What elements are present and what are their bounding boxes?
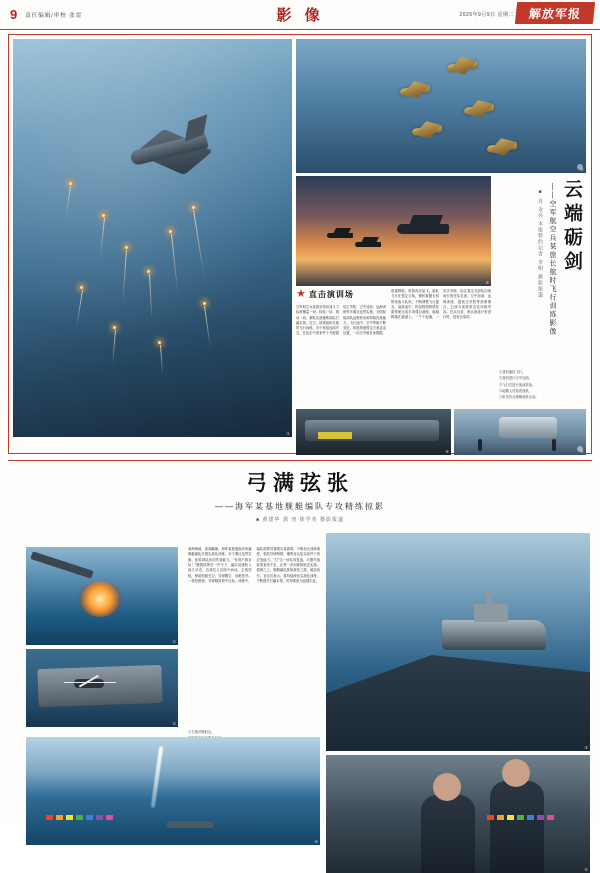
ship-bridge-photo xyxy=(326,533,590,751)
photo-credit-item: ④地勤人员检查战机。 xyxy=(499,388,532,393)
color-bar xyxy=(527,815,534,820)
color-bar xyxy=(106,815,113,820)
photo-credit-item: ⑤机务官兵保障战机出动。 xyxy=(499,395,539,399)
main-gun-firing-photo xyxy=(26,547,178,645)
helicopter-shape xyxy=(74,679,104,688)
masthead xyxy=(0,0,600,30)
star-icon: ★ xyxy=(296,288,306,300)
hangar-photo xyxy=(296,409,451,455)
ground-crew-photo xyxy=(454,409,586,455)
footer-color-bars xyxy=(0,815,600,820)
jet-flares-photo xyxy=(13,39,292,437)
bottom-story-headline-block xyxy=(8,461,592,523)
formation-photo xyxy=(296,39,586,173)
section-title: 影 像 xyxy=(276,6,324,24)
photo-caption: ③ xyxy=(485,280,489,285)
color-bar xyxy=(487,815,494,820)
bottom-story-title: 弓满弦张 xyxy=(246,470,354,495)
newspaper-logo: 解放军报 xyxy=(515,2,595,24)
sunset-refuel-photo xyxy=(296,176,491,286)
photo-credit-item: ①战机编队飞行。 xyxy=(499,370,526,374)
bottom-story-subtitle: ——海军某基地舰艇编队专攻精练掠影 xyxy=(215,502,385,511)
color-bar xyxy=(497,815,504,820)
color-bar xyxy=(507,815,514,820)
crew-operating-photo xyxy=(326,755,590,873)
kicker xyxy=(296,289,354,300)
bottom-story-section xyxy=(8,461,592,872)
photo-credit-item: ③飞行员进行战前准备。 xyxy=(499,382,536,387)
photo-caption: ② xyxy=(172,721,176,726)
kicker-label: 直击演训场 xyxy=(308,289,354,299)
photo-caption: ③ xyxy=(584,745,588,750)
color-bar xyxy=(517,815,524,820)
photo-caption: ① xyxy=(286,431,290,436)
color-bar xyxy=(547,815,554,820)
bottom-story-byline: ■ 黄建华 郭 尧 徐学英 摄影报道 xyxy=(256,517,344,523)
top-story-title: 云端砺剑 xyxy=(561,179,583,275)
top-story-photo-credits xyxy=(499,369,579,400)
publication-date: 2025年9月9日 星期二 xyxy=(459,12,514,18)
color-bar xyxy=(66,815,73,820)
missile-launch-photo xyxy=(26,737,320,845)
color-bar xyxy=(56,815,63,820)
warship-shape xyxy=(442,620,546,650)
gun-barrel-shape xyxy=(30,551,93,578)
color-bar xyxy=(76,815,83,820)
color-bar xyxy=(46,815,53,820)
photo-credit-item: ①主炮对海射击。 xyxy=(188,730,215,734)
photo-credit-item: ②战机进行空中加油。 xyxy=(499,376,532,381)
muzzle-blast-shape xyxy=(78,581,122,617)
photo-caption: ④ xyxy=(445,449,449,454)
editor-credit: 责任编辑/审校 张雷 xyxy=(25,12,83,19)
photo-caption: ② xyxy=(580,167,584,172)
top-story-body-left: 空军航空兵某旅坚持用战斗力标准衡量一切、检验一切、推动一切，紧贴实战锤炼部队打赢本领。近日，该旅组织长航时飞行训练，多个机组连续升空，在复杂气象条件下开展超低空突防、空中加油、远海训练等多课目连贯实施，全面检验部队远程机动和持续作战能力。飞行途中，空中等级不断变化，机组按照预定方案灵活处置，一次次突破自身极限。 xyxy=(296,305,386,336)
helicopter-deck-photo xyxy=(26,649,178,727)
footer-bars-left xyxy=(46,815,113,820)
top-story-subtitle: ——空军航空兵某旅长航时飞行训练影像 xyxy=(549,183,556,336)
color-bar xyxy=(96,815,103,820)
photo-caption: ⑤ xyxy=(580,449,584,454)
missile-smoke-trail xyxy=(151,746,164,808)
bridge-foreground-shape xyxy=(326,655,590,751)
transport-aircraft-shape xyxy=(397,224,449,234)
top-story-byline: ■ 丹 金亮 本报特约记者 李明 摄影报道 xyxy=(537,189,543,298)
photo-caption: ① xyxy=(172,639,176,644)
bottom-story-body: 黄海海域，波涛翻涌。海军某基地组织所属舰艇编队开展实战化训练，多个课目连贯实施，检验部队协同作战能力。"发现不明目标！"随着指挥员一声令下，编队迅速转入战斗状态，各战位人员闻令而动。主炮怒吼，弹道划破长空；导弹腾空，直刺苍穹。一枚枚炮弹、导弹精准命中目标。训练中，编队指挥员着眼实战需要，不断加大训练难度，临机导调特情，锤炼官兵复杂条件下的应变能力。"打"完一场仗再复盘，对照作战标准查找不足，让每一次训练都贴近实战。碧海之上，舰艇编队犹如离弦之箭，破浪前行。官兵们表示，将持续深化实战化训练，不断提升打赢本领，时刻准备为祖国出征。 xyxy=(188,547,320,583)
page-number: 9 xyxy=(10,7,18,22)
top-story-section xyxy=(8,34,592,454)
footer-bars-right xyxy=(487,815,554,820)
color-bar xyxy=(537,815,544,820)
photo-caption: ⑤ xyxy=(584,867,588,872)
color-bar xyxy=(86,815,93,820)
top-story-body-right: 夜幕降临，机群再次起飞。编队飞行在预定空域，僚机紧随长机保持战斗队形，不断调整飞行姿态。返航途中，机组按照特情处置预案完成多项课目演练，稳稳降落在跑道上。一个个起落，一次次突破，标注着这支部队向战而行的坚实足迹。空中加油、远海训练、超低空突防等高难课目，已成为该旅常态化训练内容。官兵们说，练兵备战只有进行时，没有完成时。 xyxy=(391,289,491,320)
photo-caption: ④ xyxy=(314,839,318,844)
